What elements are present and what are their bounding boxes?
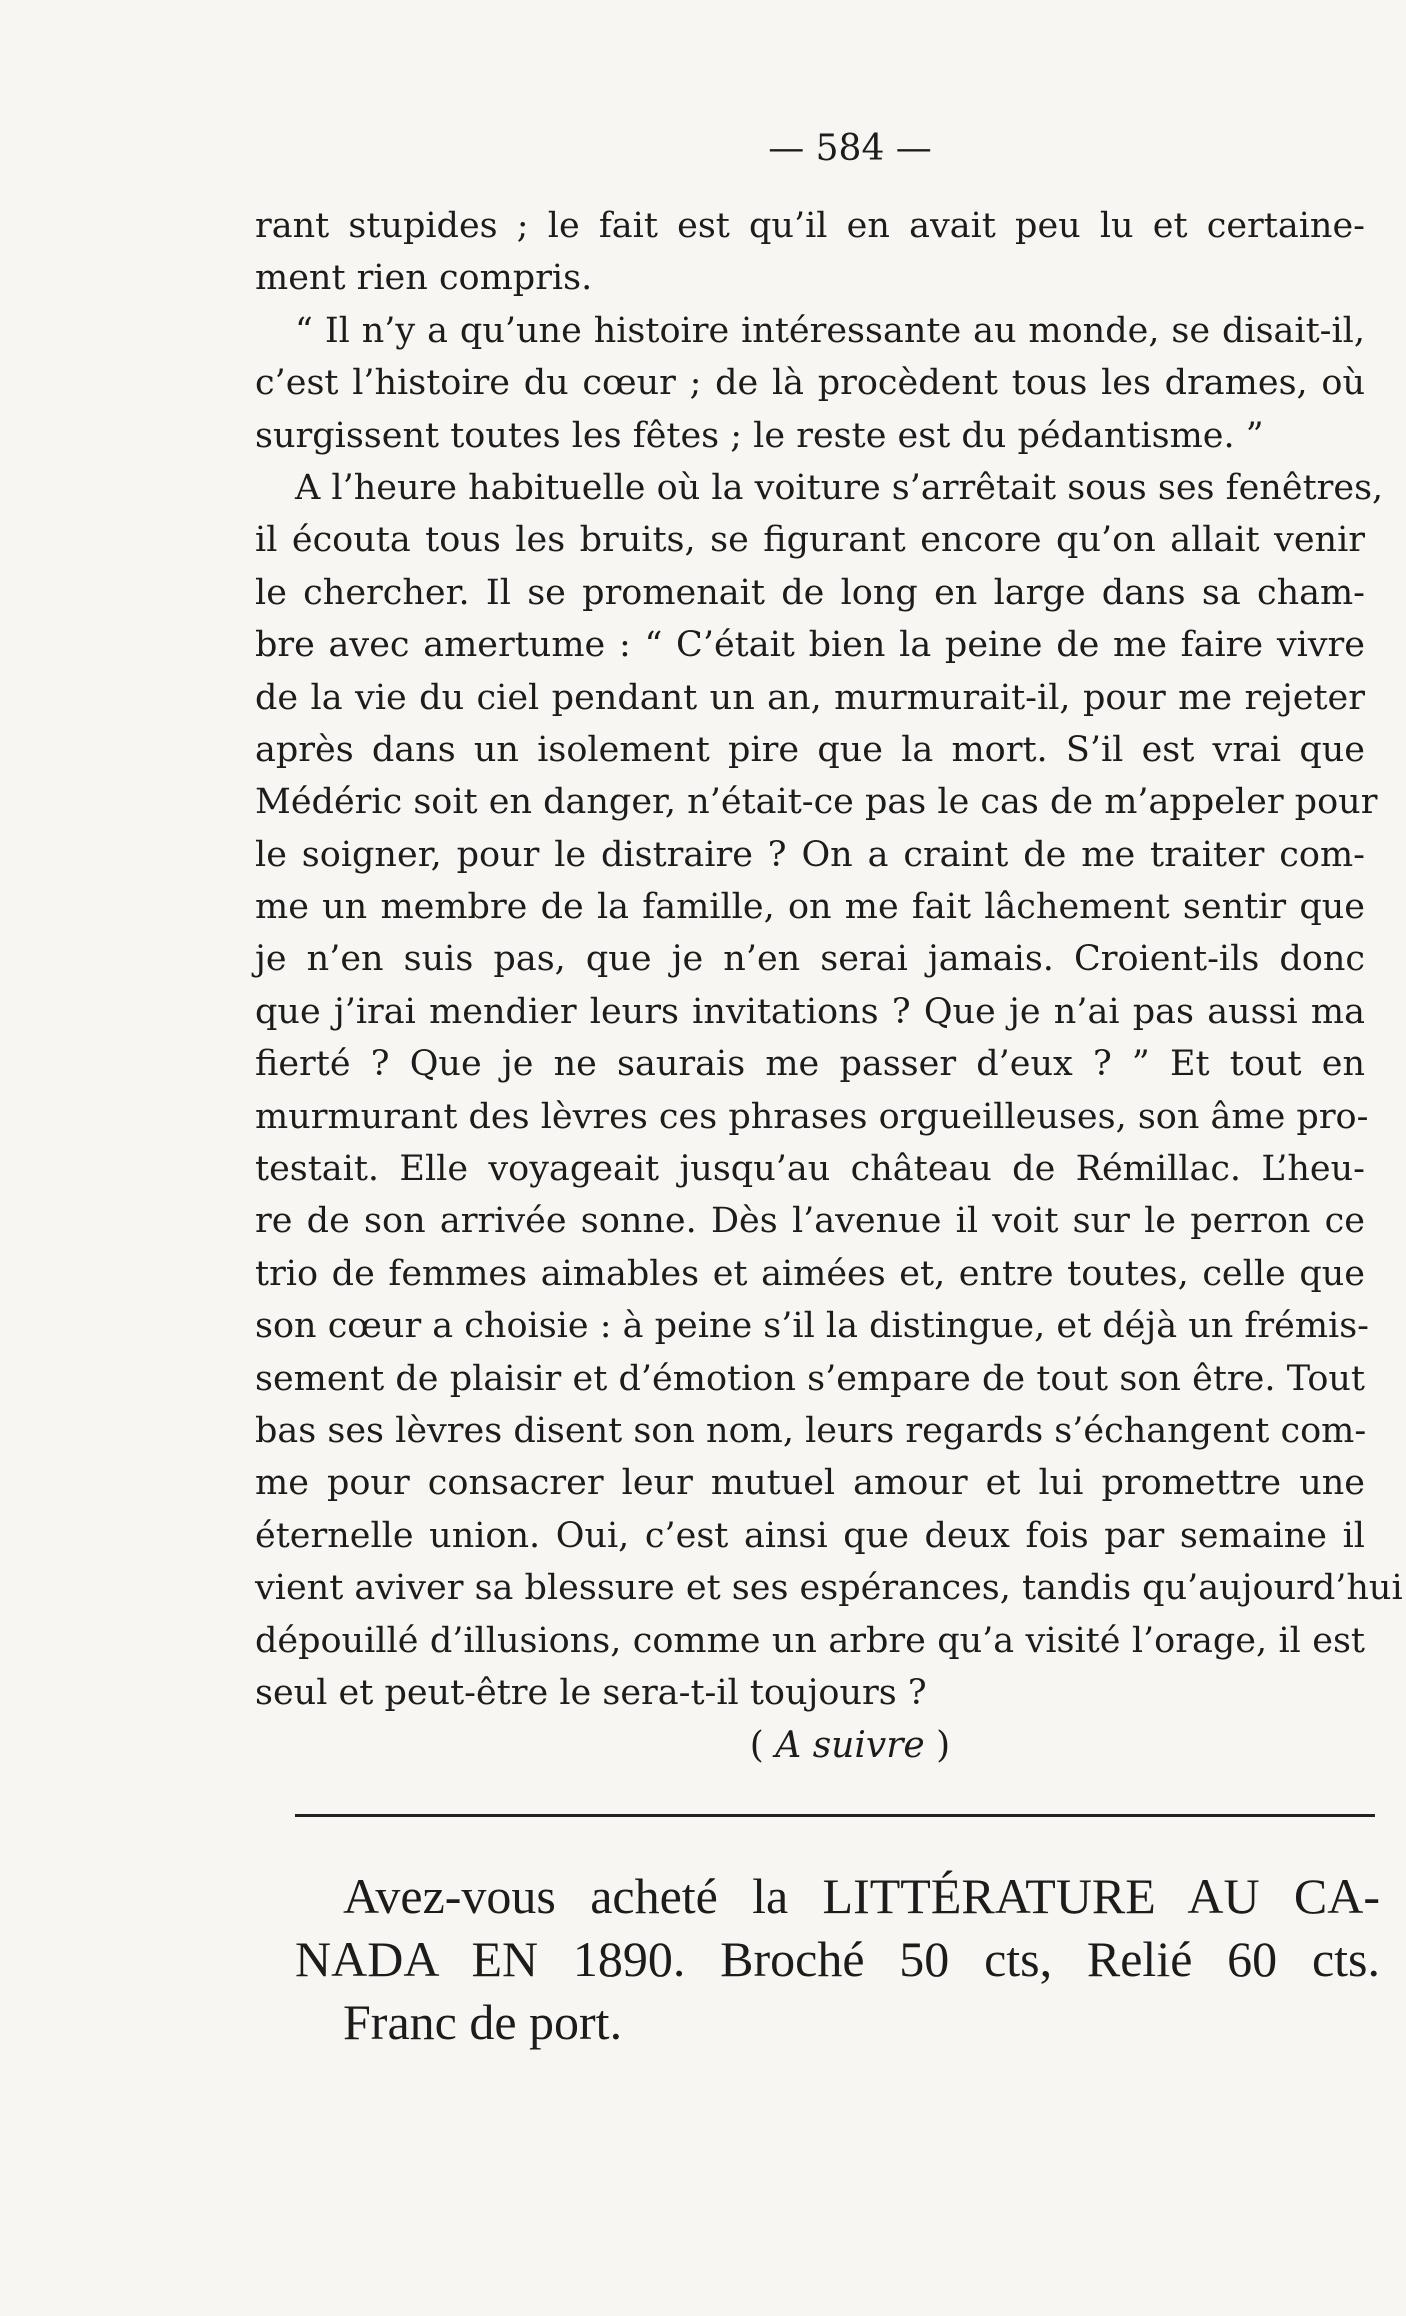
advertisement-line: Avez-vous acheté la LITTÉRATURE AU CA- bbox=[343, 1868, 1380, 1924]
text-line: éternelle union. Oui, c’est ainsi que deux fois par semaine il bbox=[255, 1515, 1365, 1556]
text-line: fierté ? Que je ne saurais me passer d’eux ? ” Et tout en bbox=[255, 1044, 1365, 1085]
page-number: — 584 — bbox=[768, 128, 932, 169]
text-line: A l’heure habituelle où la voiture s’arrêtait sous ses fenêtres, bbox=[295, 467, 1384, 508]
text-line: testait. Elle voyageait jusqu’au château de Rémillac. L’heu- bbox=[255, 1149, 1365, 1190]
to-be-continued-label: A suivre bbox=[775, 1725, 925, 1766]
body-text bbox=[255, 200, 1403, 1719]
text-line: c’est l’histoire du cœur ; de là procèdent tous les drames, où bbox=[255, 363, 1365, 404]
text-line: rant stupides ; le fait est qu’il en avait peu lu et certaine- bbox=[255, 206, 1365, 246]
text-line: après dans un isolement pire que la mort. S’il est vrai que bbox=[255, 729, 1365, 770]
text-line: bas ses lèvres disent son nom, leurs regards s’échangent com- bbox=[255, 1410, 1367, 1451]
text-line: trio de femmes aimables et aimées et, entre toutes, celle que bbox=[255, 1253, 1365, 1294]
paren-close: ) bbox=[924, 1725, 951, 1766]
text-line: le chercher. Il se promenait de long en large dans sa cham- bbox=[255, 572, 1365, 613]
text-line: me un membre de la famille, on me fait lâchement sentir que bbox=[255, 887, 1365, 928]
paren-open: ( bbox=[749, 1725, 776, 1766]
text-line: “ Il n’y a qu’une histoire intéressante au monde, se disait-il, bbox=[295, 310, 1365, 351]
text-line: murmurant des lèvres ces phrases orgueilleuses, son âme pro- bbox=[255, 1096, 1369, 1137]
advertisement-line: NADA EN 1890. Broché 50 cts, Relié 60 cts. bbox=[295, 1931, 1380, 1987]
text-line: sement de plaisir et d’émotion s’empare de tout son être. Tout bbox=[255, 1358, 1365, 1399]
text-line: je n’en suis pas, que je n’en serai jamais. Croient-ils donc bbox=[255, 939, 1365, 980]
section-divider bbox=[295, 1814, 1375, 1817]
text-line: surgissent toutes les fêtes ; le reste est du pédantisme. ” bbox=[255, 415, 1264, 456]
text-line: bre avec amertume : “ C’était bien la peine de me faire vivre bbox=[255, 625, 1365, 666]
text-line: re de son arrivée sonne. Dès l’avenue il voit sur le perron ce bbox=[255, 1201, 1365, 1242]
advertisement bbox=[295, 1865, 1380, 2054]
text-line: Médéric soit en danger, n’était-ce pas le cas de m’appeler pour bbox=[255, 782, 1378, 823]
text-line: que j’irai mendier leurs invitations ? Que je n’ai pas aussi ma bbox=[255, 991, 1365, 1032]
text-line: seul et peut-être le sera-t-il toujours ? bbox=[255, 1672, 927, 1713]
text-line: de la vie du ciel pendant un an, murmurait-il, pour me rejeter bbox=[255, 677, 1365, 718]
text-line: le soigner, pour le distraire ? On a craint de me traiter com- bbox=[255, 834, 1365, 875]
text-line: dépouillé d’illusions, comme un arbre qu’a visité l’orage, il est bbox=[255, 1620, 1365, 1661]
text-line: son cœur a choisie : à peine s’il la distingue, et déjà un frémis- bbox=[255, 1306, 1370, 1347]
to-be-continued bbox=[700, 1725, 1000, 1766]
advertisement-line: Franc de port. bbox=[343, 1994, 623, 2050]
text-line: ment rien compris. bbox=[255, 258, 593, 299]
text-line: me pour consacrer leur mutuel amour et lui promettre une bbox=[255, 1463, 1365, 1504]
text-line: vient aviver sa blessure et ses espérances, tandis qu’aujourd’hui bbox=[255, 1568, 1403, 1609]
text-line: il écouta tous les bruits, se figurant encore qu’on allait venir bbox=[255, 520, 1365, 561]
